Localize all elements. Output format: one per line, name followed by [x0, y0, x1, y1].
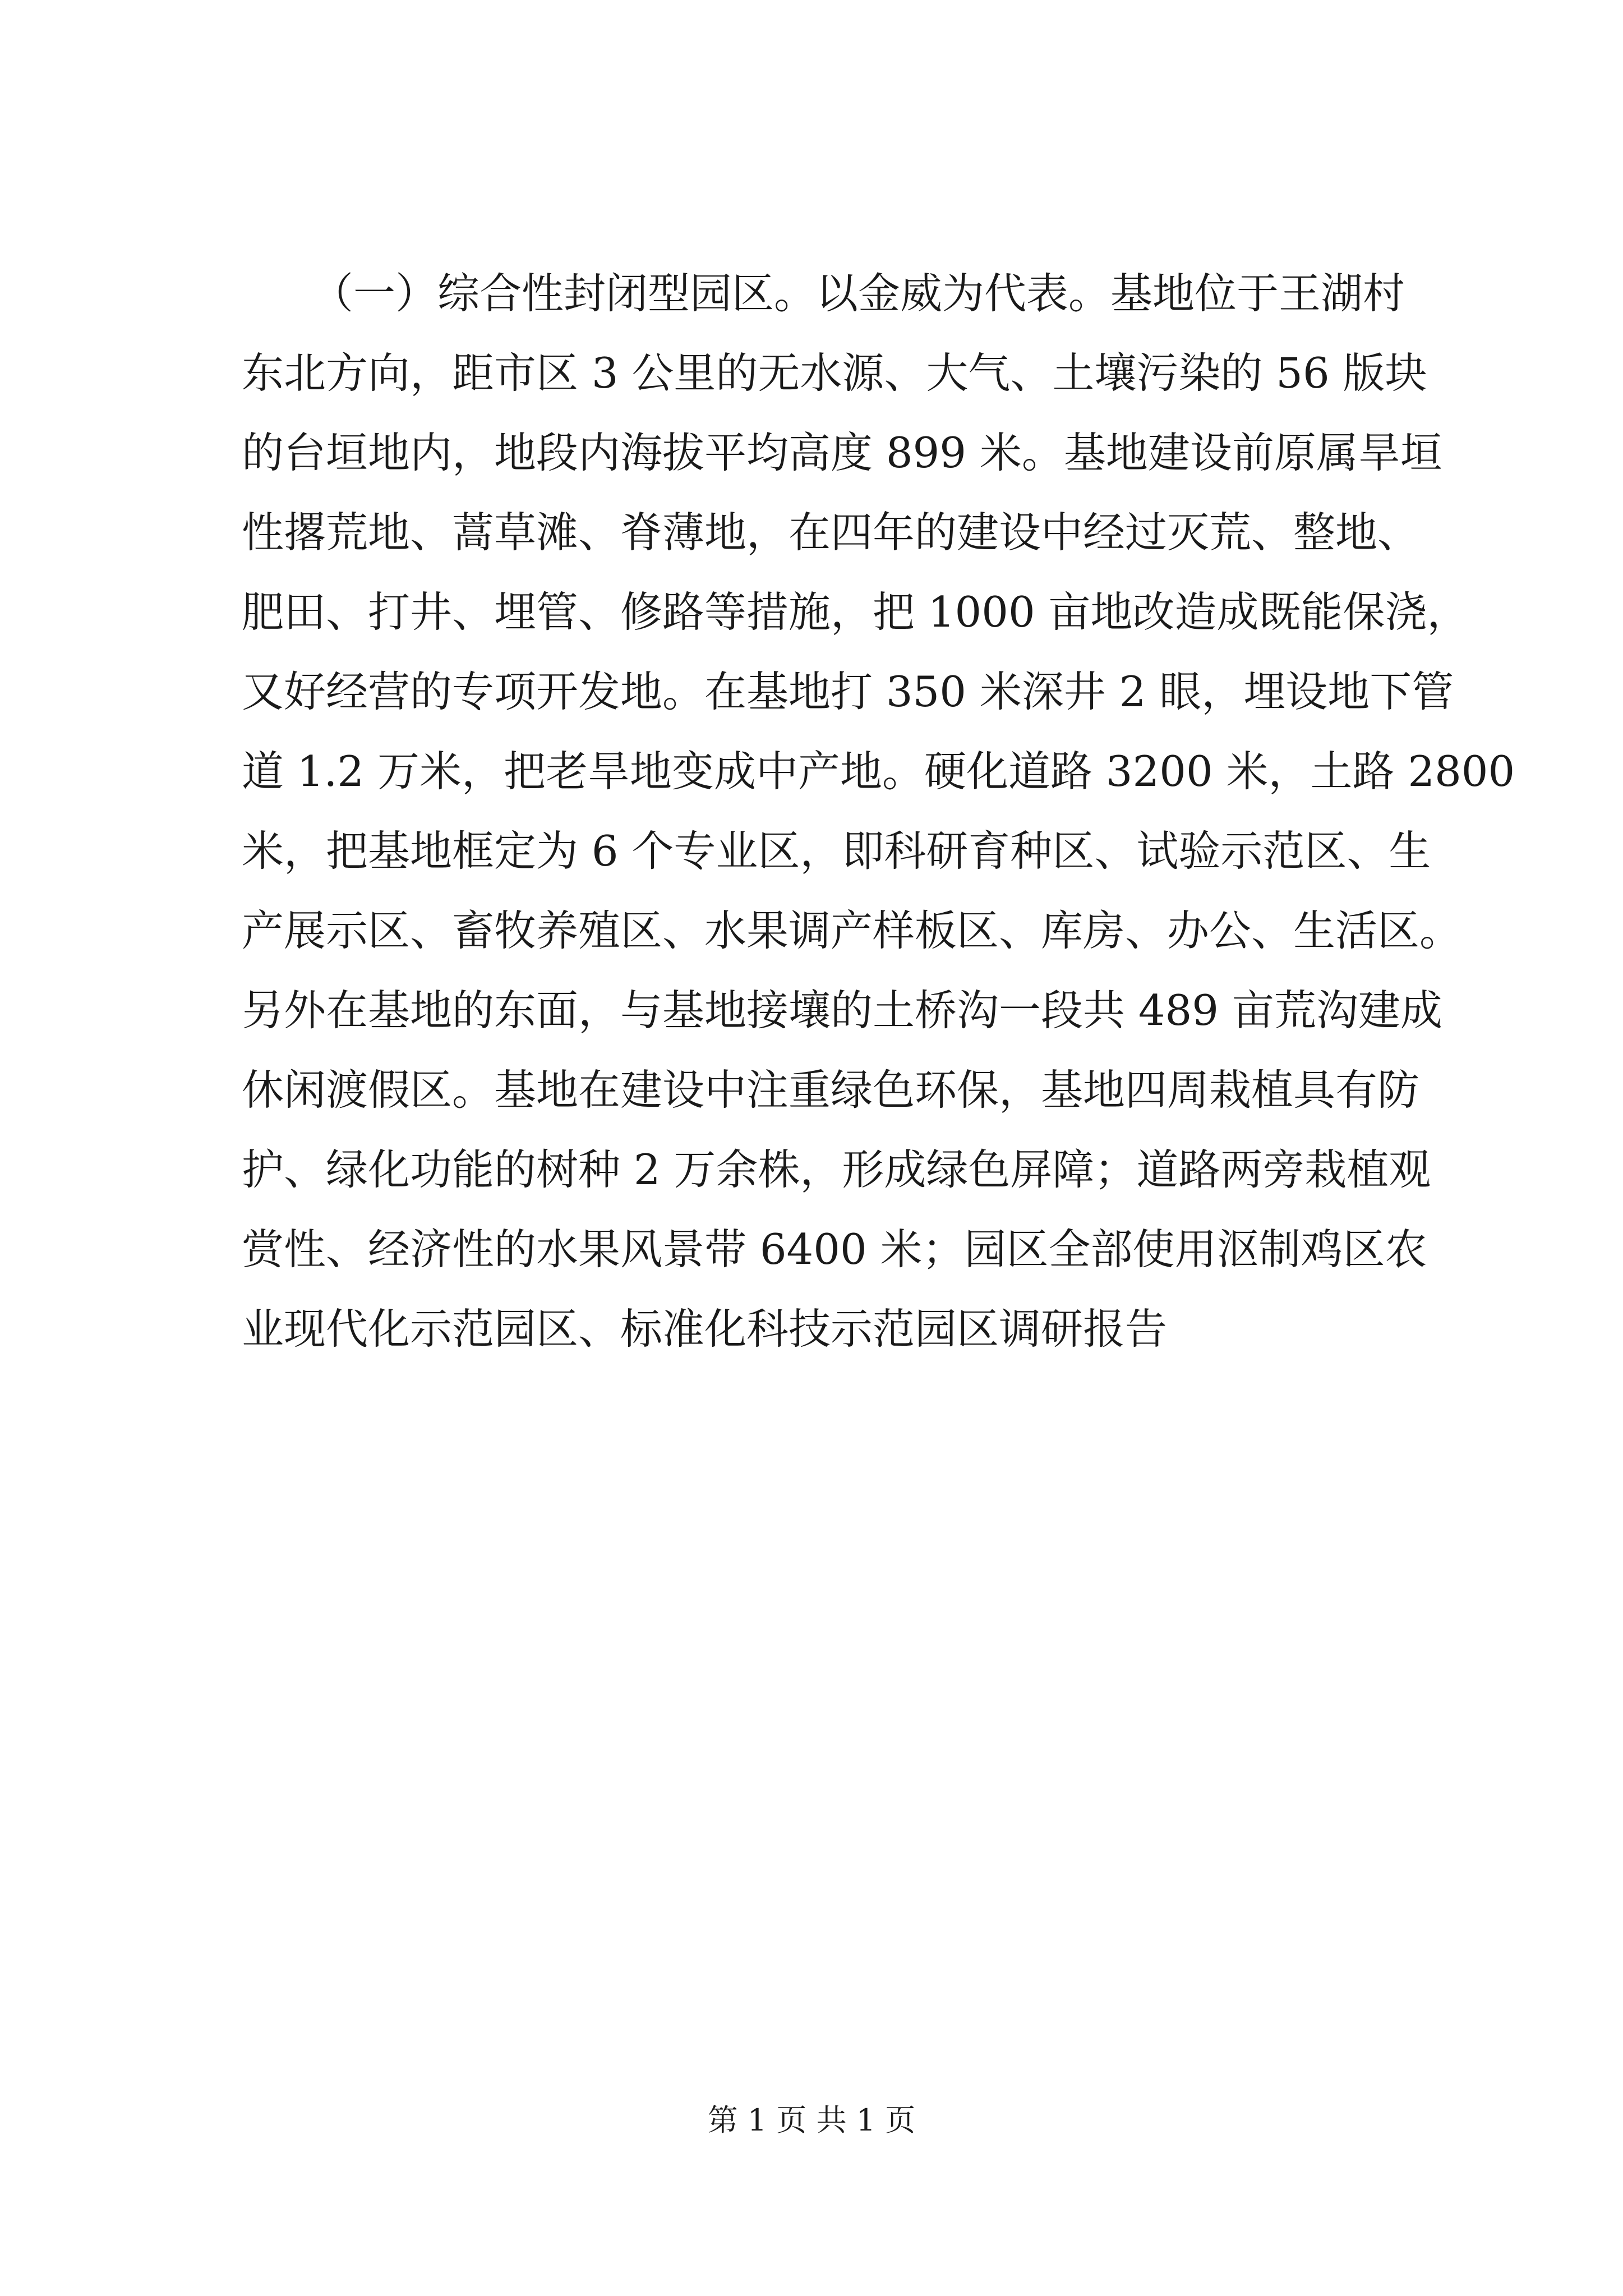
paragraph-line: 米，把基地框定为 6 个专业区，即科研育种区、试验示范区、生 [242, 826, 1431, 876]
paragraph-line: 性撂荒地、蒿草滩、脊薄地，在四年的建设中经过灭荒、整地、 [242, 508, 1420, 557]
paragraph-line: 业现代化示范园区、标准化科技示范园区调研报告 [242, 1304, 1168, 1354]
paragraph-line: 另外在基地的东面，与基地接壤的土桥沟一段共 489 亩荒沟建成 [242, 986, 1442, 1035]
paragraph-line: 的台垣地内，地段内海拔平均高度 899 米。基地建设前原属旱垣 [242, 428, 1442, 477]
paragraph-line: 东北方向，距市区 3 公里的无水源、大气、土壤污染的 56 版块 [242, 348, 1427, 398]
paragraph-line: 赏性、经济性的水果风景带 6400 米；园区全部使用沤制鸡区农 [242, 1225, 1427, 1274]
paragraph-line: 又好经营的专项开发地。在基地打 350 米深井 2 眼，埋设地下管 [242, 667, 1454, 716]
paragraph-line: 肥田、打井、埋管、修路等措施，把 1000 亩地改造成既能保浇， [242, 587, 1469, 637]
paragraph-line: 休闲渡假区。基地在建设中注重绿色环保，基地四周栽植具有防 [242, 1065, 1420, 1115]
paragraph-line: 护、绿化功能的树种 2 万余株，形成绿色屏障；道路两旁栽植观 [242, 1145, 1431, 1194]
paragraph-line: （一）综合性封闭型园区。以金威为代表。基地位于王湖村 [311, 269, 1405, 318]
page-footer: 第 1 页 共 1 页 [707, 2102, 916, 2138]
body-paragraph [242, 254, 1515, 1369]
paragraph-line: 道 1.2 万米，把老旱地变成中产地。硬化道路 3200 米，土路 2800 [242, 747, 1515, 796]
paragraph-line: 产展示区、畜牧养殖区、水果调产样板区、库房、办公、生活区。 [242, 906, 1462, 955]
